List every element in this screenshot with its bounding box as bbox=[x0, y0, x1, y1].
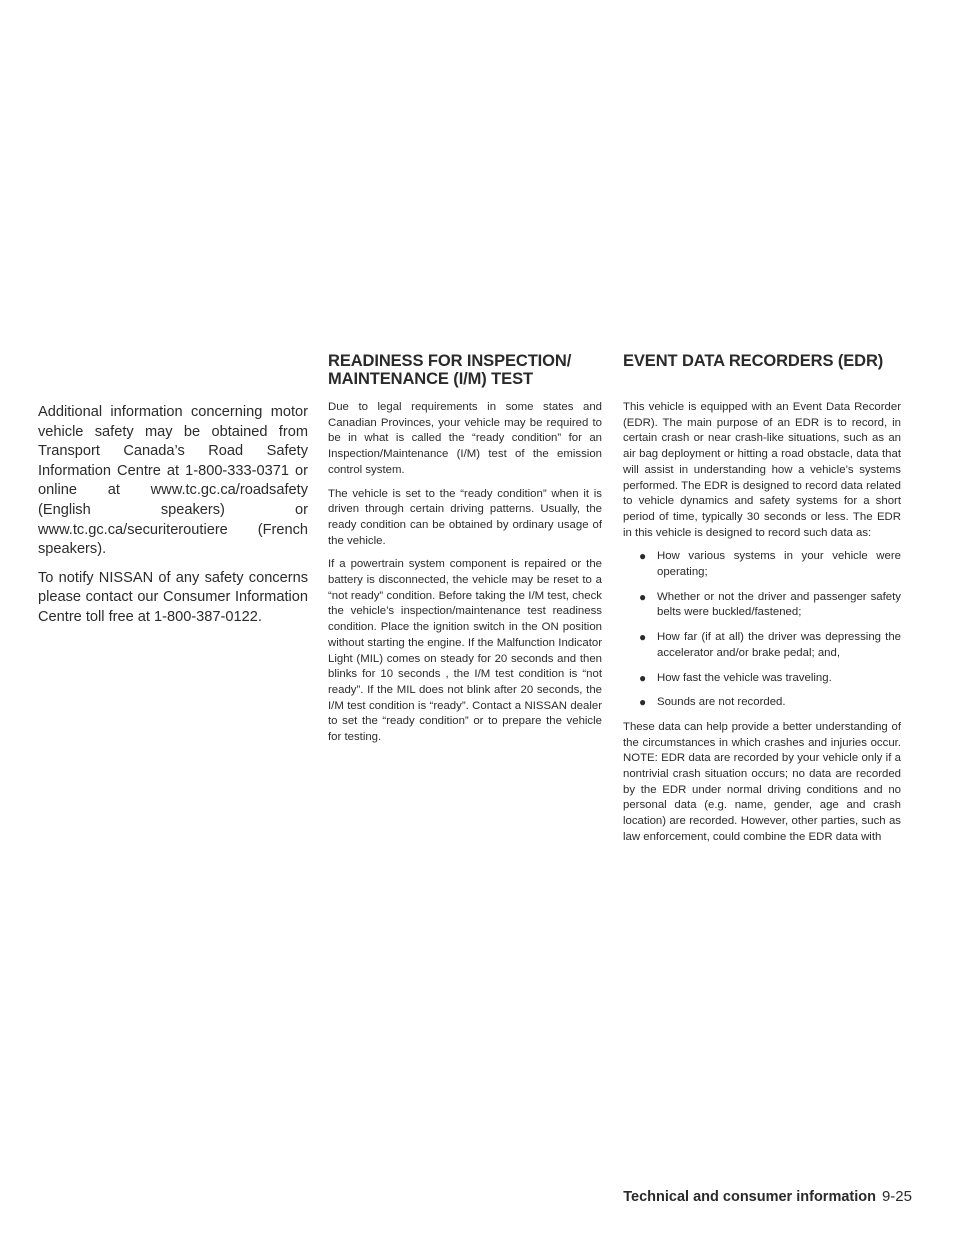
column-event-data-recorders bbox=[623, 352, 901, 854]
footer-section-title: Technical and consumer information bbox=[623, 1189, 876, 1205]
bullet-icon: ● bbox=[639, 695, 647, 710]
bullet-icon: ● bbox=[639, 589, 647, 604]
column-readiness-test bbox=[328, 352, 602, 754]
page-footer bbox=[592, 1188, 912, 1206]
list-item: ● How various systems in your vehicle were operating; bbox=[639, 549, 901, 579]
paragraph-edr-outro: These data can help provide a better understanding of the circumstances in which crashes and injuries occur. NOTE: EDR data are recorded by your vehicle only if a nontrivial crash situation occurs; no data are recorded by the EDR under normal driving conditions and no personal data (e.g. name, gender, age and crash location) are recorded. However, other parties, such as law enforcement, could combine the EDR data with bbox=[623, 720, 901, 843]
edr-data-list bbox=[623, 549, 901, 711]
bullet-icon: ● bbox=[639, 549, 647, 564]
bullet-icon: ● bbox=[639, 670, 647, 685]
list-item: ● Sounds are not recorded. bbox=[639, 695, 786, 710]
paragraph-edr-intro: This vehicle is equipped with an Event Data Recorder (EDR). The main purpose of an EDR is to record, in certain crash or near crash-like situations, such as an air bag deployment or hitting a road obstacle, data that will assist in understanding how a vehicle’s systems performed. The EDR is designed to record data related to vehicle dynamics and safety systems for a short period of time, typically 30 seconds or less. The EDR in this vehicle is designed to record such data as: bbox=[623, 401, 901, 539]
list-item: ● How far (if at all) the driver was depressing the accelerator and/or brake pedal; and, bbox=[639, 630, 901, 659]
heading-line-2: MAINTENANCE (I/M) TEST bbox=[328, 370, 533, 388]
paragraph-transport-canada: Additional information concerning motor vehicle safety may be obtained from Transport Canada’s Road Safety Information Centre at 1-800-333-0371 or online at www.tc.gc.ca/roadsafety (English speakers) or www.tc.gc.ca/securiteroutiere (French speakers). bbox=[38, 404, 308, 558]
section-heading-edr bbox=[623, 352, 901, 388]
list-item: ● How fast the vehicle was traveling. bbox=[639, 670, 832, 685]
column-contact-info bbox=[38, 403, 308, 637]
paragraph-ready-condition: The vehicle is set to the “ready condition” when it is driven through certain driving patterns. Usually, the ready condition can be obtained by ordinary usage of the vehicle. bbox=[328, 487, 602, 547]
heading-line-1: READINESS FOR INSPECTION/ bbox=[328, 352, 572, 370]
paragraph-notify-nissan: To notify NISSAN of any safety concerns please contact our Consumer Information Centre toll free at 1-800-387-0122. bbox=[38, 569, 308, 625]
page-number: 9-25 bbox=[881, 1188, 912, 1205]
paragraph-not-ready: If a powertrain system component is repaired or the battery is disconnected, the vehicle may be reset to a “not ready” condition. Before taking the I/M test, check the vehicle’s inspection/maintenance test readiness condition. Place the ignition switch in the ON position without starting the engine. If the Malfunction Indicator Light (MIL) comes on steady for 20 seconds and then blinks for 10 seconds , the I/M test condition is “not ready”. If the MIL does not blink after 20 seconds, the I/M test condition is “ready”. Contact a NISSAN dealer to set the “ready condition” or to prepare the vehicle for testing. bbox=[328, 558, 602, 744]
bullet-icon: ● bbox=[639, 630, 647, 645]
section-heading-readiness bbox=[328, 352, 602, 388]
paragraph-legal-requirements: Due to legal requirements in some states and Canadian Provinces, your vehicle may be required to be in what is called the “ready condition” for an Inspection/Maintenance (I/M) test of the emission control system. bbox=[328, 401, 602, 476]
heading-edr-text: EVENT DATA RECORDERS (EDR) bbox=[623, 352, 884, 370]
list-item: ● Whether or not the driver and passenger safety belts were buckled/fastened; bbox=[639, 589, 901, 619]
